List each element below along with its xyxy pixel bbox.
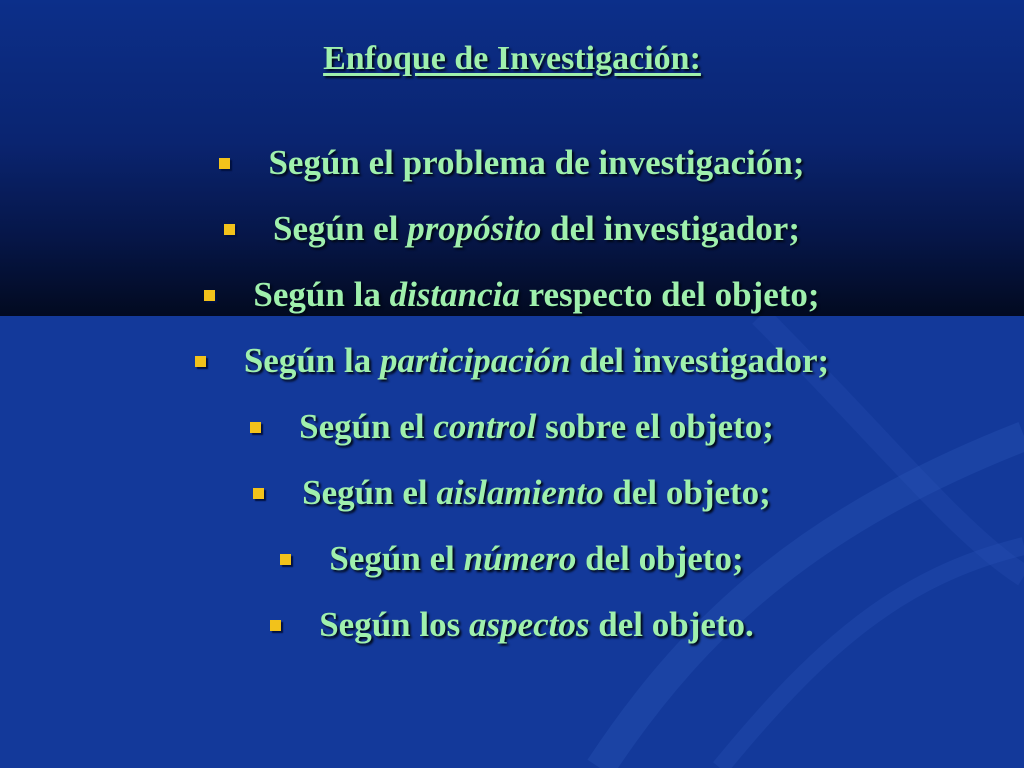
square-bullet-icon xyxy=(250,422,261,433)
bullet-text: Según el número del objeto; xyxy=(329,539,744,578)
square-bullet-icon xyxy=(204,290,215,301)
square-bullet-icon xyxy=(224,224,235,235)
bullet-text: Según los aspectos del objeto. xyxy=(319,605,754,644)
list-item xyxy=(0,592,1024,658)
bullet-text: Según el propósito del investigador; xyxy=(272,209,800,248)
list-item xyxy=(0,394,1024,460)
square-bullet-icon xyxy=(253,488,264,499)
list-item xyxy=(0,130,1024,196)
bullet-text: Según el problema de investigación; xyxy=(268,143,805,182)
bullet-text: Según la distancia respecto del objeto; xyxy=(253,275,820,314)
square-bullet-icon xyxy=(195,356,206,367)
bullet-text: Según el aislamiento del objeto; xyxy=(302,473,771,512)
square-bullet-icon xyxy=(219,158,230,169)
list-item xyxy=(0,262,1024,328)
square-bullet-icon xyxy=(280,554,291,565)
bullet-text: Según el control sobre el objeto; xyxy=(299,407,774,446)
list-item xyxy=(0,196,1024,262)
slide-title: Enfoque de Investigación: xyxy=(323,40,701,77)
list-item xyxy=(0,460,1024,526)
list-item xyxy=(0,526,1024,592)
bullet-list xyxy=(0,130,1024,658)
square-bullet-icon xyxy=(270,620,281,631)
list-item xyxy=(0,328,1024,394)
bullet-text: Según la participación del investigador; xyxy=(243,341,830,380)
